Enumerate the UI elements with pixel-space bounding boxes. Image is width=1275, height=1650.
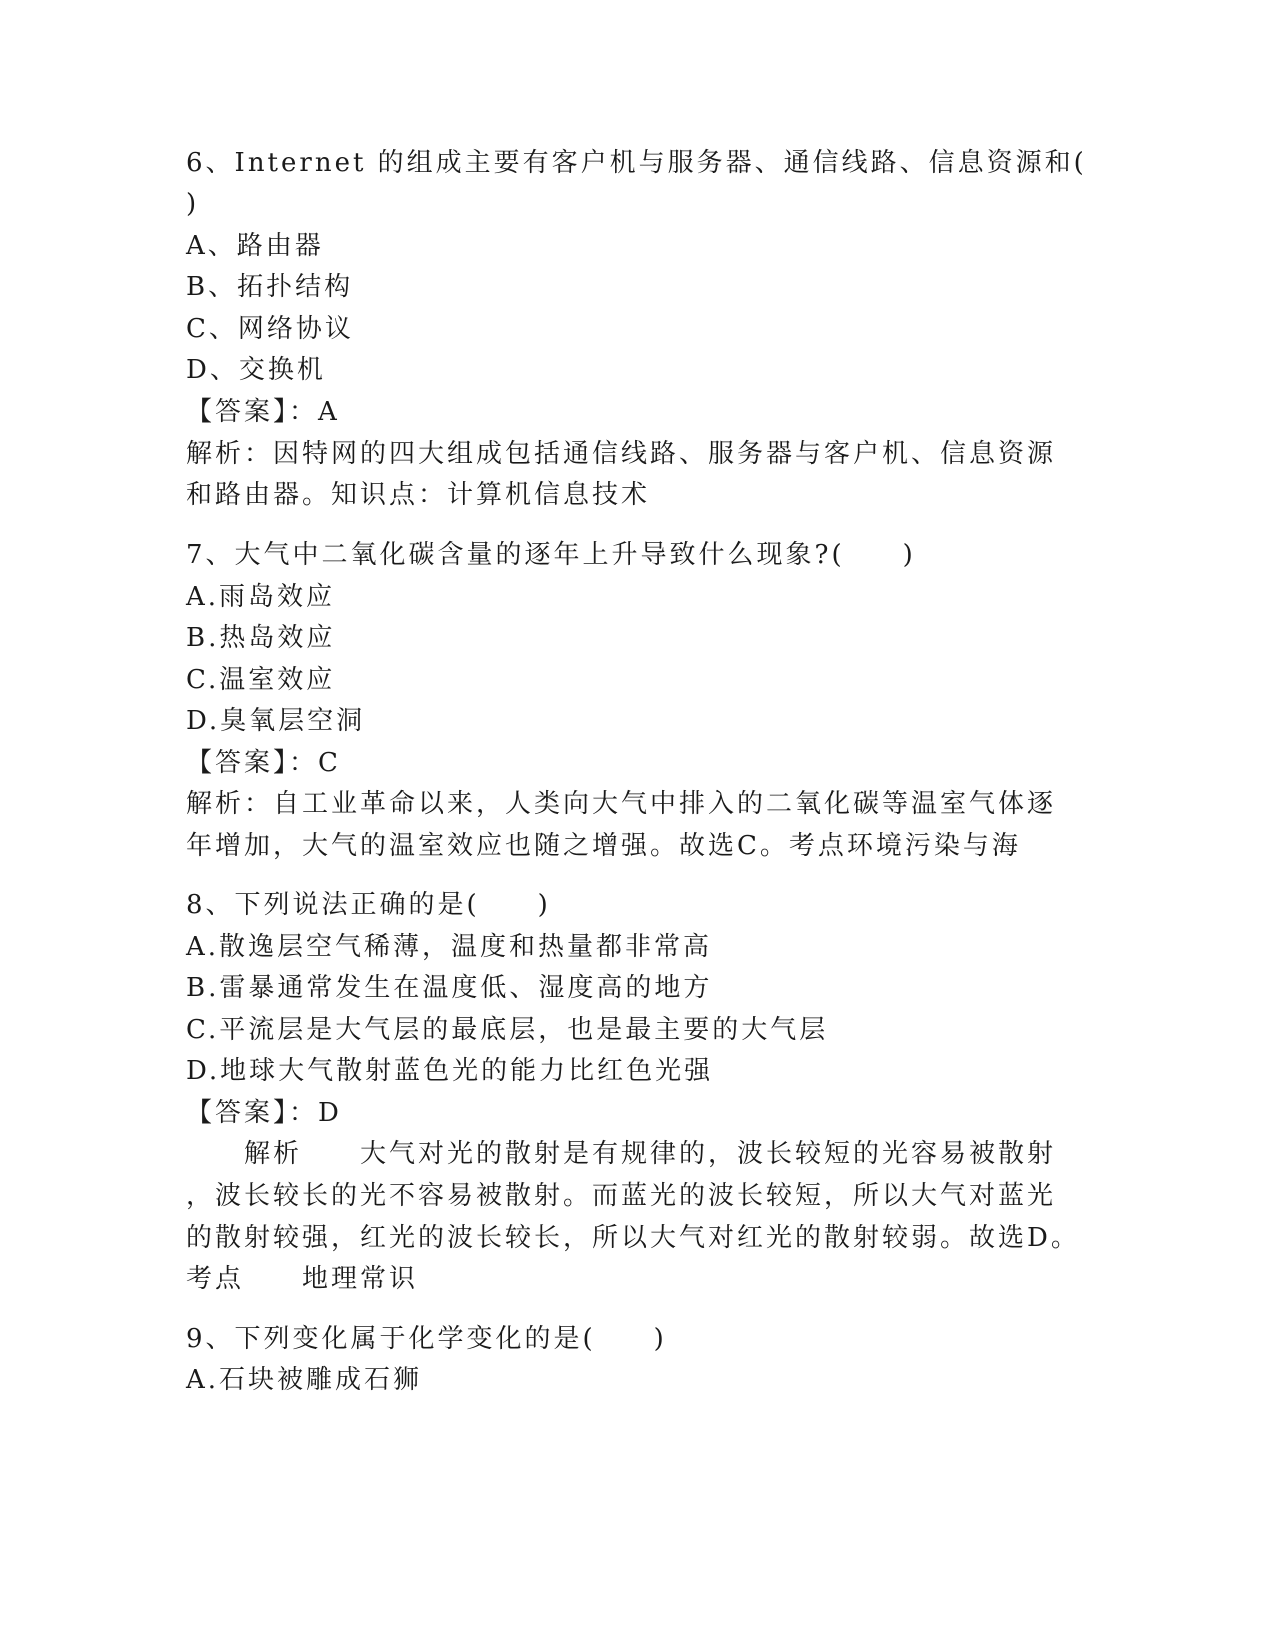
q7-option-a: A.雨岛效应 [186,582,336,612]
q6-answer: 【答案】：A [186,397,340,427]
q6-stem-line-1: 6、Internet 的组成主要有客户机与服务器、通信线路、信息资源和( [186,148,1087,178]
q7-option-b: B.热岛效应 [186,623,336,653]
q8-analysis-line-2: ，波长较长的光不容易被散射。而蓝光的波长较短，所以大气对蓝光 [186,1181,1057,1211]
q6-analysis-line-1: 解析：因特网的四大组成包括通信线路、服务器与客户机、信息资源 [186,439,1057,469]
q6-option-c: C、网络协议 [186,314,354,344]
q8-option-d: D.地球大气散射蓝色光的能力比红色光强 [186,1056,714,1086]
q8-option-c: C.平流层是大气层的最底层，也是最主要的大气层 [186,1015,829,1045]
q8-answer: 【答案】：D [186,1098,342,1128]
q8-analysis-line-4: 考点 地理常识 [186,1264,419,1294]
q8-analysis-line-3: 的散射较强，红光的波长较长，所以大气对红光的散射较弱。故选D。 [186,1223,1080,1253]
q8-analysis-line-1: 解析 大气对光的散射是有规律的，波长较短的光容易被散射 [186,1139,1057,1169]
q6-stem-line-2: ) [186,189,200,219]
q7-option-d: D.臭氧层空洞 [186,706,366,736]
q8-option-b: B.雷暴通常发生在温度低、湿度高的地方 [186,973,713,1003]
q6-option-b: B、拓扑结构 [186,272,354,302]
q7-analysis-line-2: 年增加，大气的温室效应也随之增强。故选C。考点环境污染与海 [186,831,1021,861]
q9-stem: 9、下列变化属于化学变化的是( ) [186,1324,667,1354]
q6-option-a: A、路由器 [186,231,324,261]
q6-option-d: D、交换机 [186,355,326,385]
q7-stem: 7、大气中二氧化碳含量的逐年上升导致什么现象?( ) [186,540,916,570]
q8-stem: 8、下列说法正确的是( ) [186,890,551,920]
q7-option-c: C.温室效应 [186,665,336,695]
q6-analysis-line-2: 和路由器。知识点：计算机信息技术 [186,480,651,510]
q8-option-a: A.散逸层空气稀薄，温度和热量都非常高 [186,932,713,962]
q7-analysis-line-1: 解析：自工业革命以来，人类向大气中排入的二氧化碳等温室气体逐 [186,789,1057,819]
q7-answer: 【答案】：C [186,748,341,778]
q9-option-a: A.石块被雕成石狮 [186,1365,423,1395]
